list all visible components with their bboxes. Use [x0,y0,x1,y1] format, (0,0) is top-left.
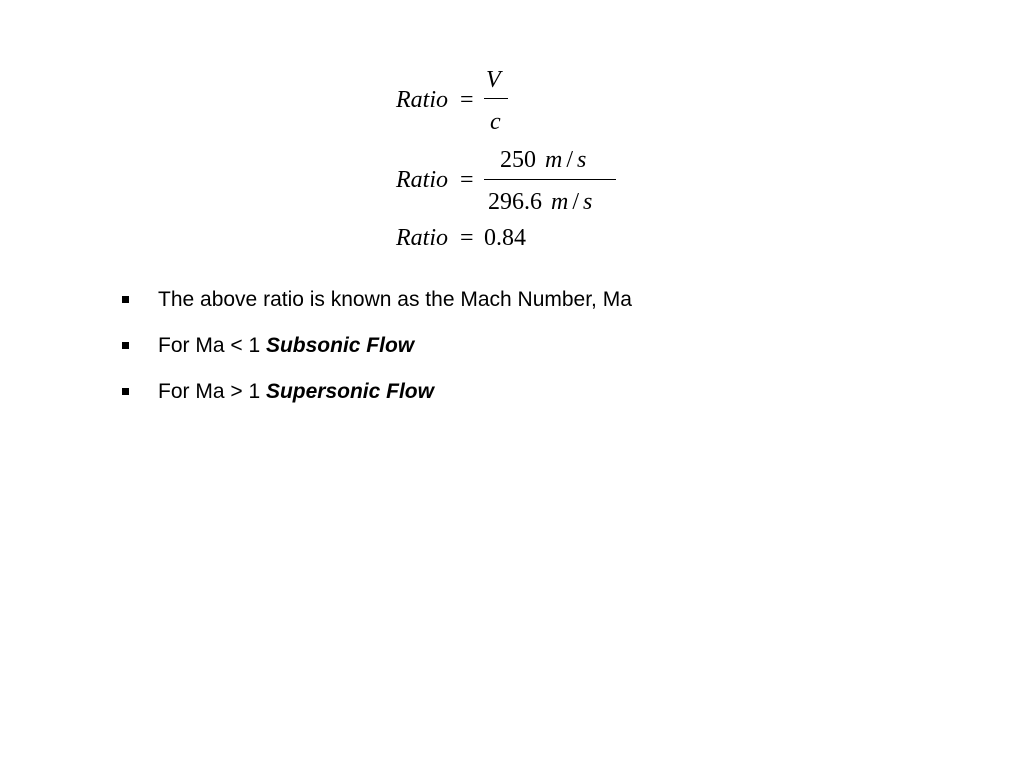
unit-m: m [551,189,569,215]
bullet-emphasis: Supersonic Flow [265,380,434,403]
equals-sign: = [460,225,474,251]
equation-ratio-result [396,226,556,256]
fraction-bar [484,179,616,180]
unit-s: s [577,147,587,173]
equation-lhs: Ratio [396,167,448,193]
equals-sign: = [460,167,474,193]
bullet-text: For Ma < 1 [158,334,266,357]
unit-m: m [545,147,563,173]
unit-s: s [583,189,593,215]
fraction-numerator: V [486,67,501,93]
bullet-text: The above ratio is known as the Mach Number, Ma [158,288,632,311]
unit-slash: / [572,189,580,215]
bullet-emphasis: Subsonic Flow [265,334,415,357]
result-value: 0.84 [484,225,526,251]
numerator-value: 250 [500,147,536,173]
equation-lhs: Ratio [396,225,448,251]
fraction-bar [484,98,508,99]
square-bullet-icon [122,296,129,303]
equation-ratio-definition [396,66,536,136]
fraction-denominator [488,190,592,214]
square-bullet-icon [122,388,129,395]
square-bullet-icon [122,342,129,349]
equation-lhs: Ratio [396,87,448,113]
equation-ratio-substitution [396,146,626,218]
bullet-text: For Ma > 1 [158,380,266,403]
fraction-denominator: c [490,109,501,135]
fraction-numerator [500,148,586,172]
unit-slash: / [566,147,574,173]
equals-sign: = [460,87,474,113]
denominator-value: 296.6 [488,189,542,215]
